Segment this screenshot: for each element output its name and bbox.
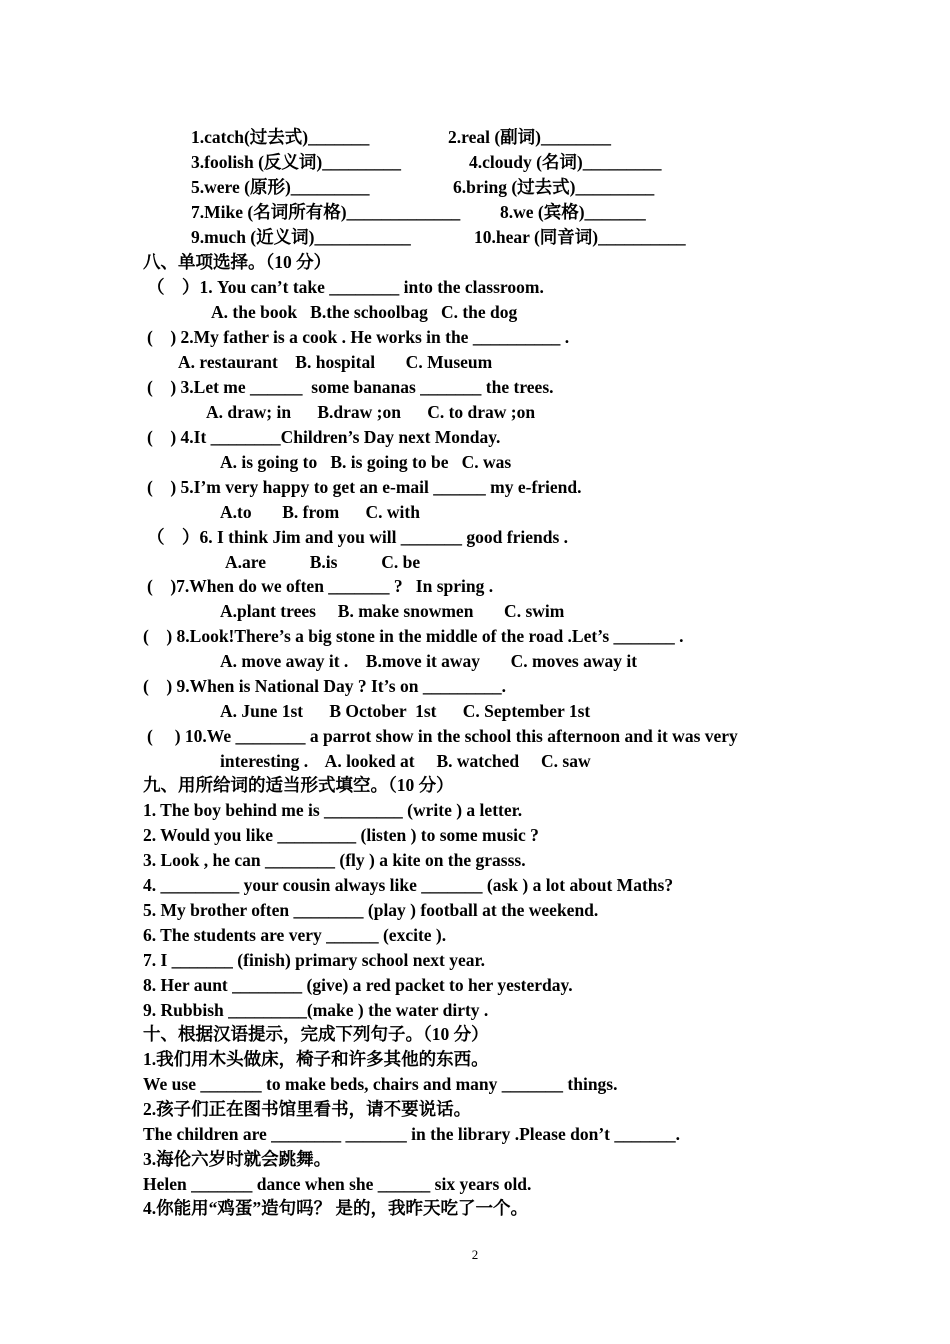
word-item: 5.were (原形)_________ bbox=[191, 177, 370, 197]
translation-line: 1.我们用木头做床，椅子和许多其他的东西。 bbox=[143, 1049, 489, 1069]
question-options: A. is going to B. is going to be C. was bbox=[220, 452, 512, 472]
question-options: A. move away it . B.move it away C. moves away it bbox=[220, 651, 638, 671]
question-stem: ( ) 5.I’m very happy to get an e-mail ______ my e-friend. bbox=[147, 477, 582, 497]
fill-item: 9. Rubbish _________(make ) the water dirty . bbox=[143, 1000, 489, 1020]
question-options: A. restaurant B. hospital C. Museum bbox=[178, 352, 493, 372]
question-options: A.to B. from C. with bbox=[220, 502, 420, 522]
question-stem: （ ）6. I think Jim and you will _______ good friends . bbox=[147, 527, 569, 547]
translation-line: The children are ________ _______ in the library .Please don’t _______. bbox=[143, 1124, 680, 1144]
word-item: 1.catch(过去式)_______ bbox=[191, 127, 370, 147]
question-options: A. June 1st B October 1st C. September 1st bbox=[220, 701, 591, 721]
word-item: 8.we (宾格)_______ bbox=[500, 202, 646, 222]
word-item: 9.much (近义词)___________ bbox=[191, 227, 411, 247]
fill-item: 2. Would you like _________ (listen ) to some music ? bbox=[143, 825, 539, 845]
section-heading: 八、单项选择。（10 分） bbox=[143, 252, 332, 272]
word-item: 2.real (副词)________ bbox=[448, 127, 611, 147]
question-options: A. the book B.the schoolbag C. the dog bbox=[211, 302, 518, 322]
fill-item: 3. Look , he can ________ (fly ) a kite on the grasss. bbox=[143, 850, 526, 870]
translation-line: 3.海伦六岁时就会跳舞。 bbox=[143, 1149, 332, 1169]
question-options: interesting . A. looked at B. watched C. saw bbox=[220, 751, 591, 771]
question-options: A.are B.is C. be bbox=[225, 552, 421, 572]
fill-item: 7. I _______ (finish) primary school next year. bbox=[143, 950, 486, 970]
translation-line: Helen _______ dance when she ______ six years old. bbox=[143, 1174, 532, 1194]
fill-item: 6. The students are very ______ (excite ). bbox=[143, 925, 447, 945]
question-stem: ( )7.When do we often _______ ? In spring . bbox=[147, 576, 494, 596]
question-stem: （ ）1. You can’t take ________ into the classroom. bbox=[147, 277, 544, 297]
question-options: A. draw; in B.draw ;on C. to draw ;on bbox=[206, 402, 536, 422]
word-item: 10.hear (同音词)__________ bbox=[474, 227, 686, 247]
question-options: A.plant trees B. make snowmen C. swim bbox=[220, 601, 565, 621]
section-heading: 十、根据汉语提示，完成下列句子。（10 分） bbox=[143, 1024, 489, 1044]
page-number: 2 bbox=[471, 1247, 479, 1262]
question-stem: ( ) 8.Look!There’s a big stone in the middle of the road .Let’s _______ . bbox=[143, 626, 684, 646]
section-heading: 九、用所给词的适当形式填空。（10 分） bbox=[143, 775, 454, 795]
word-item: 7.Mike (名词所有格)_____________ bbox=[191, 202, 461, 222]
fill-item: 4. _________ your cousin always like _______ (ask ) a lot about Maths? bbox=[143, 875, 674, 895]
question-stem: ( ) 2.My father is a cook . He works in the __________ . bbox=[147, 327, 570, 347]
fill-item: 1. The boy behind me is _________ (write ) a letter. bbox=[143, 800, 523, 820]
word-item: 4.cloudy (名词)_________ bbox=[469, 152, 662, 172]
translation-line: 4.你能用“鸡蛋”造句吗？ 是的，我昨天吃了一个。 bbox=[143, 1198, 528, 1218]
fill-item: 5. My brother often ________ (play ) football at the weekend. bbox=[143, 900, 599, 920]
translation-line: 2.孩子们正在图书馆里看书，请不要说话。 bbox=[143, 1099, 472, 1119]
translation-line: We use _______ to make beds, chairs and many _______ things. bbox=[143, 1074, 618, 1094]
question-stem: ( ) 4.It ________Children’s Day next Monday. bbox=[147, 427, 501, 447]
question-stem: ( ) 9.When is National Day ? It’s on _________. bbox=[143, 676, 506, 696]
question-stem: ( ) 3.Let me ______ some bananas _______ the trees. bbox=[147, 377, 554, 397]
word-item: 6.bring (过去式)_________ bbox=[453, 177, 655, 197]
word-item: 3.foolish (反义词)_________ bbox=[191, 152, 401, 172]
fill-item: 8. Her aunt ________ (give) a red packet to her yesterday. bbox=[143, 975, 573, 995]
question-stem: ( ) 10.We ________ a parrot show in the school this afternoon and it was very bbox=[147, 726, 738, 746]
